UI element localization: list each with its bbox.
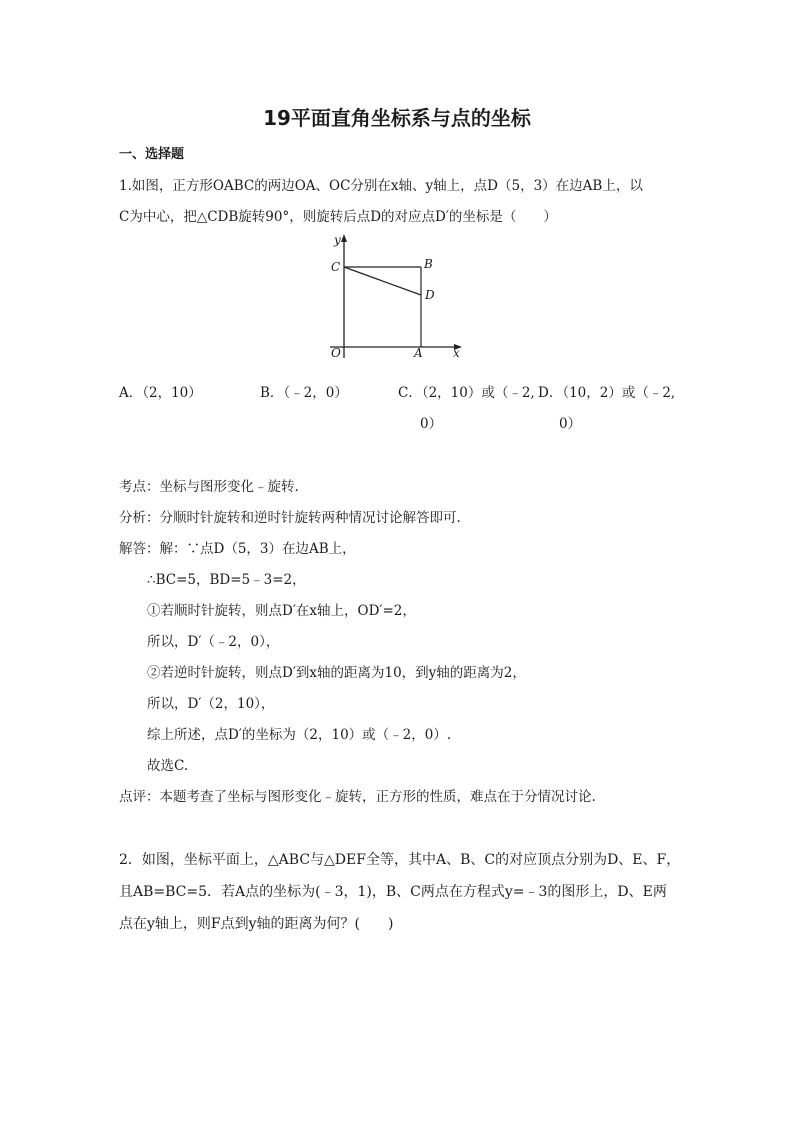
option-d-line2: 0） [559,416,582,432]
origin-label: O [331,346,341,360]
q2-stem-line3: 点在y轴上，则F点到y轴的距离为何？( ) [119,916,394,932]
y-axis-label: y [334,233,341,247]
point-a-label: A [414,346,423,360]
solution-step-6: 综上所述，点D′的坐标为（2，10）或（﹣2，0）. [147,727,452,743]
q1-coordinate-figure [320,230,480,365]
x-axis-label: x [453,346,460,360]
point-d-label: D [425,288,435,302]
option-b: B．（﹣2，0） [260,385,348,401]
kaodian-line: 考点：坐标与图形变化﹣旋转. [119,479,299,495]
option-c-line1: C．（2，10）或（﹣2, [398,385,535,401]
q2-stem-line1: 2．如图，坐标平面上，△ABC与△DEF全等，其中A、B、C的对应顶点分别为D、E、F， [119,852,681,868]
dianping-line: 点评：本题考查了坐标与图形变化﹣旋转，正方形的性质，难点在于分情况讨论. [119,789,596,805]
q2-stem-line2: 且AB=BC=5．若A点的坐标为(﹣3，1)，B、C两点在方程式y=﹣3的图形上，D、E两 [119,884,667,900]
solution-step-5: 所以，D′（2，10）， [147,696,275,712]
solution-step-3: 所以，D′（﹣2，0）， [147,634,280,650]
option-d-line1: D．（10，2）或（﹣2, [538,385,676,401]
segment-cd [344,267,421,295]
option-a: A．（2，10） [119,385,202,401]
point-b-label: B [424,257,433,271]
jieda-line: 解答：解：∵点D（5，3）在边AB上， [119,541,356,557]
y-axis-arrow [341,234,347,242]
document-title: 19平面直角坐标系与点的坐标 [263,106,531,130]
solution-step-2: ①若顺时针旋转，则点D′在x轴上，OD′=2， [147,603,416,619]
solution-step-7: 故选C. [147,758,189,774]
solution-step-4: ②若逆时针旋转，则点D′到x轴的距离为10，到y轴的距离为2， [147,665,526,681]
point-c-label: C [331,260,341,274]
q1-stem-line1: 1.如图，正方形OABC的两边OA、OC分别在x轴、y轴上，点D（5，3）在边AB上，以 [119,178,643,194]
solution-step-1: ∴BC=5，BD=5﹣3=2， [147,572,306,588]
option-c-line2: 0） [420,416,443,432]
fenxi-line: 分析：分顺时针旋转和逆时针旋转两种情况讨论解答即可. [119,510,461,526]
section-heading: 一、选择题 [119,147,185,162]
q1-stem-line2: C为中心，把△CDB旋转90°，则旋转后点D的对应点D′的坐标是（ ） [119,209,557,225]
